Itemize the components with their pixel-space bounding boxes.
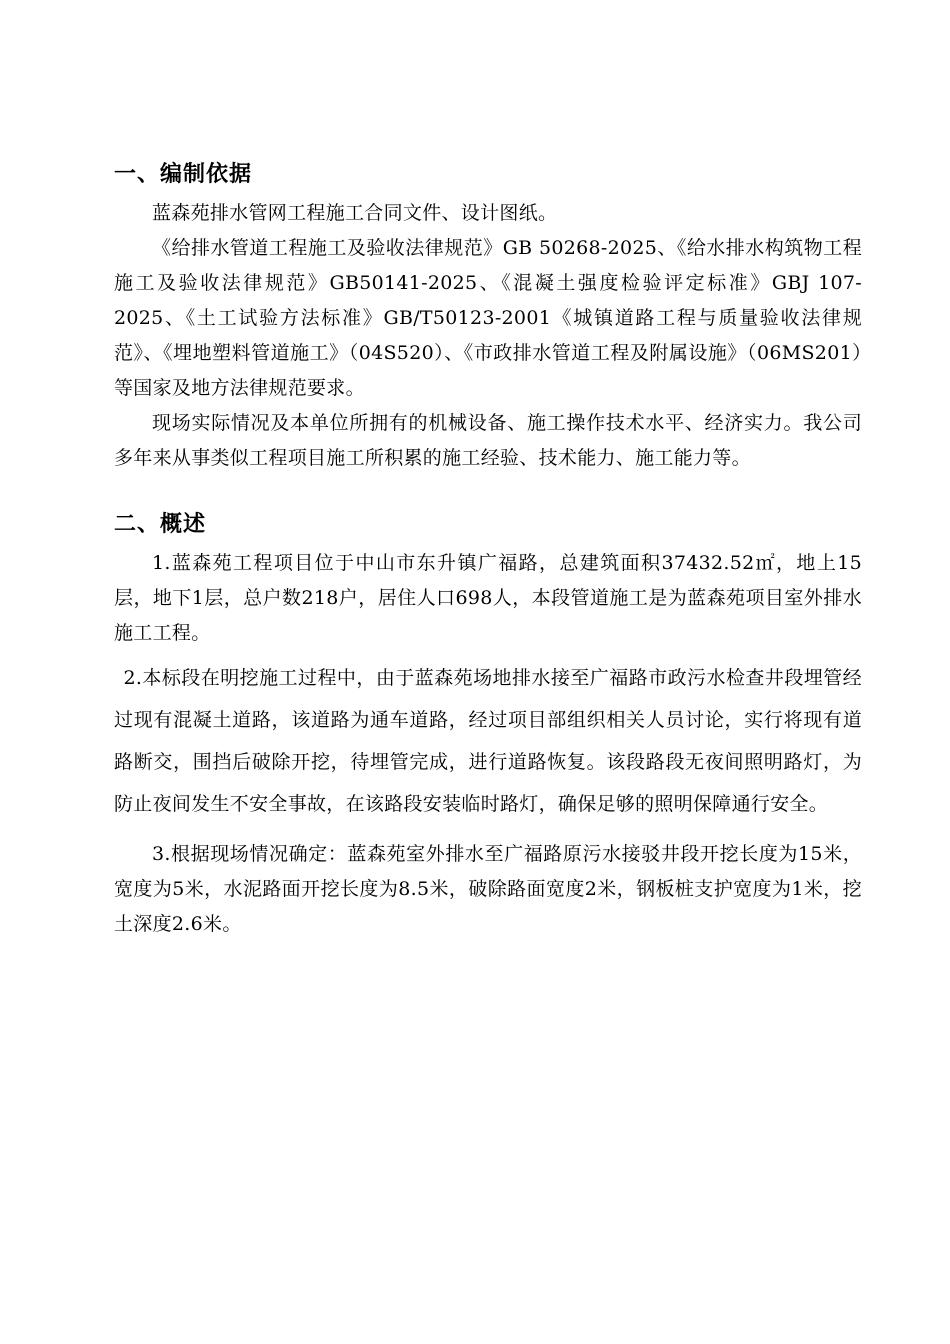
section-basis	[114, 160, 862, 476]
section-overview	[114, 510, 862, 942]
section-heading-overview: 二、概述	[114, 512, 207, 537]
paragraph-standards: 《给排水管道工程施工及验收法律规范》GB 50268-2025、《给水排水构筑物工程施工及验收法律规范》GB50141-2025、《混凝土强度检验评定标准》GBJ 107-2025、《土工试验方法标准》GB/T50123-2001《城镇道路工程与质量验收法律规范》、《埋地塑料管道施工》（04S520）、《市政排水管道工程及附属设施》（06MS201）等国家及地方法律规范要求。	[114, 237, 862, 399]
paragraph-contract-docs: 蓝森苑排水管网工程施工合同文件、设计图纸。	[152, 202, 558, 224]
paragraph-excavation-dimensions: 3.根据现场情况确定：蓝森苑室外排水至广福路原污水接驳井段开挖长度为15米，宽度为5米，水泥路面开挖长度为8.5米，破除路面宽度2米，钢板桩支护宽度为1米，挖土深度2.6米。	[114, 843, 862, 935]
section-heading-basis: 一、编制依据	[114, 162, 253, 187]
paragraph-excavation-process: 2.本标段在明挖施工过程中，由于蓝森苑场地排水接至广福路市政污水检查井段埋管经过现有混凝土道路，该道路为通车道路，经过项目部组织相关人员讨论，实行将现有道路断交，围挡后破除开挖，待埋管完成，进行道路恢复。该段路段无夜间照明路灯，为防止夜间发生不安全事故，在该路段安装临时路灯，确保足够的照明保障通行安全。	[114, 667, 862, 815]
paragraph-project-location: 1.蓝森苑工程项目位于中山市东升镇广福路，总建筑面积37432.52㎡，地上15层，地下1层，总户数218户，居住人口698人，本段管道施工是为蓝森苑项目室外排水施工工程。	[114, 552, 862, 644]
paragraph-site-conditions: 现场实际情况及本单位所拥有的机械设备、施工操作技术水平、经济实力。我公司多年来从事类似工程项目施工所积累的施工经验、技术能力、施工能力等。	[114, 412, 862, 469]
